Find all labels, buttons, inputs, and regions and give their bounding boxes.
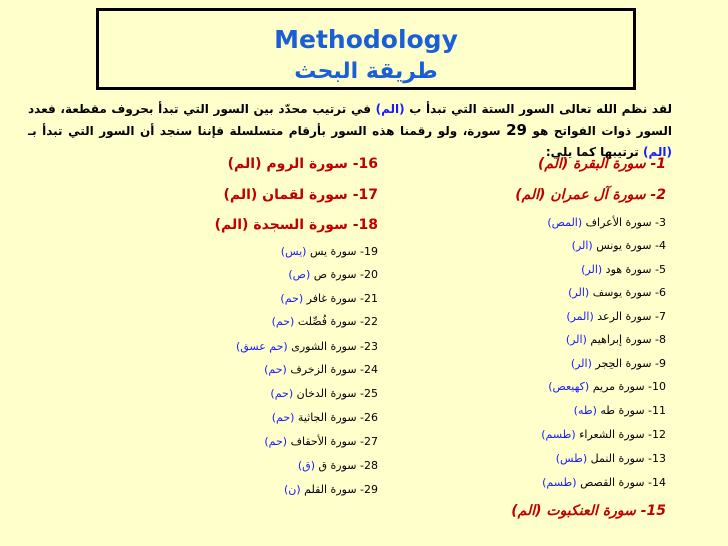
surah-code: (حم) [264, 435, 288, 448]
surah-code: (ن) [283, 483, 301, 496]
surah-code: (الر) [568, 286, 590, 299]
surah-label: 4- سورة يونس [596, 239, 666, 252]
surah-label: 18- سورة السجدة [253, 217, 378, 233]
surah-code: (المر) [566, 310, 594, 323]
surah-code: (كهيعص) [548, 380, 590, 393]
surah-label: 6- سورة يوسف [592, 286, 666, 299]
title-english: Methodology [274, 25, 458, 54]
list-item [511, 503, 666, 519]
surah-label: 7- سورة الرعد [597, 310, 666, 323]
surah-code: (طس) [555, 452, 588, 465]
intro-paragraph [28, 99, 672, 163]
surah-code: (طسم) [541, 428, 576, 441]
surah-label: 11- سورة طه [600, 404, 666, 417]
surah-label: 14- سورة القصص [580, 476, 666, 489]
list-item [541, 428, 666, 441]
list-item [298, 459, 378, 472]
list-item [215, 217, 378, 233]
surah-code: (ق) [297, 459, 316, 472]
surah-code: (ص) [288, 268, 311, 281]
surah-label: 2- سورة آل عمران [550, 187, 666, 203]
list-item [280, 292, 378, 305]
surah-label: 19- سورة يس [309, 245, 378, 258]
surah-label: 27- سورة الأحقاف [290, 435, 378, 448]
surah-label: 20- سورة ص [313, 268, 378, 281]
list-item [288, 268, 378, 281]
list-item [272, 315, 378, 328]
list-item [574, 404, 666, 417]
list-item [547, 216, 666, 229]
list-item [566, 310, 666, 323]
surah-code: (طسم) [542, 476, 577, 489]
list-item [281, 245, 378, 258]
list-item [228, 156, 378, 172]
surah-code: (الم) [227, 156, 262, 172]
surah-label: 8- سورة إبراهيم [590, 333, 666, 346]
title-arabic: طريقة البحث [294, 59, 438, 84]
list-item [571, 357, 666, 370]
intro-part-2: في ترتيب محدّد بين السور التي تبدأ بحروف مقطعة، فعدد السور ذوات الفواتح هو [28, 102, 672, 138]
intro-part-4: ترتيبها كما يلي: [545, 145, 639, 159]
list-item [223, 187, 378, 203]
list-item [542, 476, 666, 489]
list-item [548, 380, 666, 393]
surah-label: 28- سورة ق [318, 459, 378, 472]
surah-label: 24- سورة الزخرف [290, 363, 378, 376]
surah-label: 13- سورة النمل [590, 452, 666, 465]
intro-part-3: سورة، ولو رقمنا هذه السور بأرقام متسلسلة فإننا سنجد أن السور التي تبدأ بـ [28, 124, 501, 138]
surah-label: 12- سورة الشعراء [579, 428, 666, 441]
surah-label: 9- سورة الحِجر [595, 357, 666, 370]
surah-label: 10- سورة مريم [592, 380, 666, 393]
list-item [272, 411, 378, 424]
list-item [581, 263, 666, 276]
list-item [270, 387, 378, 400]
list-item [568, 286, 666, 299]
surah-code: (حم) [280, 292, 304, 305]
surah-label: 25- سورة الدخان [296, 387, 378, 400]
surah-code: (الم) [223, 187, 258, 203]
surah-code: (الم) [537, 156, 569, 172]
surah-code: (يس) [280, 245, 307, 258]
surah-code: (المص) [547, 216, 583, 229]
list-item [236, 340, 378, 353]
surah-label: 3- سورة الأعراف [585, 216, 666, 229]
surah-code: (حم) [271, 411, 295, 424]
list-item [556, 452, 666, 465]
list-item [566, 333, 666, 346]
surah-label: 26- سورة الجاثية [297, 411, 378, 424]
list-item [515, 187, 666, 203]
surah-label: 21- سورة غافر [306, 292, 378, 305]
surah-label: 17- سورة لقمان [262, 187, 378, 203]
surah-code: (الر) [571, 239, 593, 252]
surah-code: (الم) [515, 187, 546, 203]
list-item [264, 435, 378, 448]
surah-code: (الر) [581, 263, 603, 276]
list-item [538, 156, 666, 172]
surah-label: 15- سورة العنكبوت [546, 503, 666, 519]
surah-code: (الر) [565, 333, 587, 346]
surah-label: 1- سورة البقرة [573, 156, 666, 172]
surah-code: (طه) [573, 404, 597, 417]
surah-code: (حم) [271, 315, 295, 328]
surah-label: 22- سورة فُصِّلت [297, 315, 378, 328]
surah-code: (الم) [214, 217, 249, 233]
list-item [284, 483, 378, 496]
surah-code: (حم) [270, 387, 294, 400]
surah-code: (الر) [570, 357, 592, 370]
surah-label: 23- سورة الشورى [291, 340, 378, 353]
list-item [572, 239, 666, 252]
surah-code: (حم عسق) [235, 340, 288, 353]
intro-code-2: (الم) [643, 145, 672, 159]
surah-code: (الم) [511, 503, 542, 519]
intro-number: 29 [506, 121, 527, 139]
intro-part-1: لقد نظم الله تعالى السور الستة التي تبدأ ب [409, 102, 672, 116]
list-item [264, 363, 378, 376]
surah-label: 29- سورة القلم [304, 483, 378, 496]
title-box [96, 8, 636, 90]
surah-code: (حم) [264, 363, 287, 376]
surah-label: 16- سورة الروم [266, 156, 378, 172]
intro-code-1: (الم) [375, 102, 405, 116]
surah-label: 5- سورة هود [605, 263, 666, 276]
